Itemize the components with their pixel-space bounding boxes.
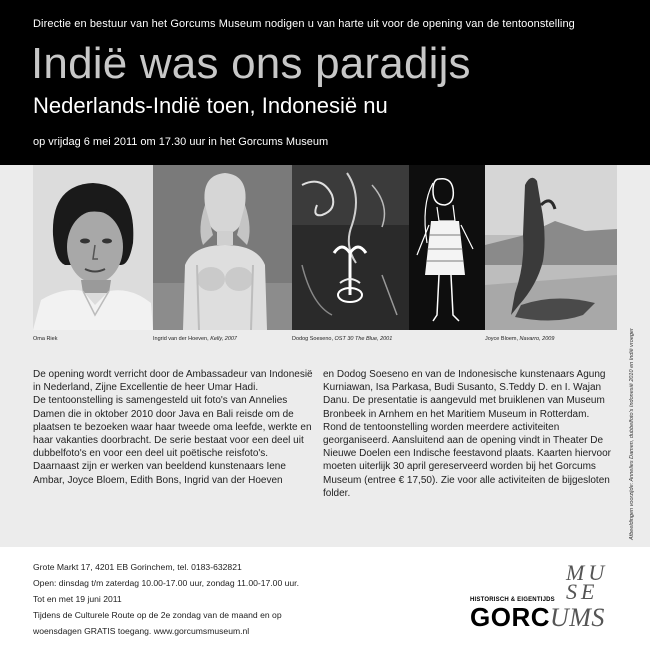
body-paragraph: Daarnaast zijn er werken van beeldend kunstenaars Iene Ambar, Joyce Bloem, Edith Bons, Ingrid van der Hoeven: [33, 461, 286, 486]
header-band: [0, 0, 650, 165]
abstract-painting-photo: [292, 165, 409, 330]
intro-text: Directie en bestuur van het Gorcums Museum nodigen u van harte uit voor de opening van de tentoonstelling: [33, 18, 575, 30]
free-entry-info: woensdagen GRATIS toegang. www.gorcumsmuseum.nl: [33, 626, 250, 636]
opening-date: op vrijdag 6 mei 2011 om 17.30 uur in het Gorcums Museum: [33, 136, 329, 148]
photo-strip: [33, 165, 617, 330]
logo-tagline: HISTORISCH & EIGENTIJDS: [470, 597, 555, 603]
logo-wordmark-a: GORC: [470, 602, 550, 632]
caption-photo-3: [292, 336, 392, 342]
caption-artist: Ingrid van der Hoeven,: [153, 336, 211, 342]
address-line: Grote Markt 17, 4201 EB Gorinchem, tel. 0183-632821: [33, 562, 242, 572]
route-info: Tijdens de Culturele Route op de 2e zondag van de maand en op: [33, 610, 282, 620]
caption-artist: Dodog Soeseno,: [292, 336, 335, 342]
body-paragraph: De opening wordt verricht door de Ambassadeur van Indonesië in Nederland, Zijne Excellentie de heer Umar Hadi.: [33, 369, 313, 394]
caption-photo-2: [153, 336, 237, 342]
exhibition-end: Tot en met 19 juni 2011: [33, 594, 122, 604]
figure-sculpture-photo: [485, 165, 617, 330]
logo-wordmark-b: UMS: [550, 603, 605, 632]
girl-drawing-photo: [409, 165, 485, 330]
logo-line-1: MU: [566, 560, 609, 585]
portrait-photo: [33, 165, 153, 330]
caption-photo-5: [485, 336, 554, 342]
caption-work: Navarro, 2009: [519, 336, 555, 342]
museum-logo: [470, 560, 630, 630]
body-column-right: [323, 368, 613, 500]
body-column-left: [33, 368, 313, 487]
image-credit: Afbeeldingen voorzijde: Annelies Damen, dubbelfoto's Indonesië 2010 en Indië vroeger: [629, 328, 635, 540]
caption-work: OST 30 The Blue, 2001: [334, 336, 393, 342]
body-paragraph: De tentoonstelling is samengesteld uit foto's van Annelies Damen die in oktober 2010 door Java en Bali reisde om de plaatsen te bezoeken waar haar tweede oma leefde, werkte en haar vakanties doorbracht. De serie bestaat voor een deel uit dubbelfoto's en voor een deel uit poëtische reisfoto's.: [33, 395, 312, 460]
caption-artist: Oma Riek: [33, 336, 58, 342]
logo-wordmark: [470, 602, 605, 633]
body-paragraph: en Dodog Soeseno en van de Indonesische kunstenaars Agung Kurniawan, Isa Parkasa, Budi Susanto, S.Teddy D. en I. Wajan Danu. De presentatie is aangevuld met bruiklenen van Museum Bronbeek in Arnhem en het Maritiem Museum in Rotterdam.: [323, 369, 606, 420]
opening-hours: Open: dinsdag t/m zaterdag 10.00-17.00 uur, zondag 11.00-17.00 uur.: [33, 578, 299, 588]
footer-info: [33, 559, 299, 639]
caption-work: Kelly, 2007: [210, 336, 237, 342]
exhibition-title: Indië was ons paradijs: [31, 39, 471, 88]
caption-photo-1: [33, 336, 57, 342]
bust-sculpture-photo: [153, 165, 292, 330]
body-paragraph: Rond de tentoonstelling worden meerdere activiteiten georganiseerd. Aansluitend aan de opening vindt in Theater De Nieuwe Doelen een Indische feestavond plaats. Kaarten hiervoor moeten uiterlijk 30 april gereserveerd worden bij het Gorcums Museum (entree € 17,50). Zie voor alle activiteiten de bijgesloten folder.: [323, 421, 611, 499]
exhibition-subtitle: Nederlands-Indië toen, Indonesië nu: [33, 93, 388, 118]
caption-artist: Joyce Bloem,: [485, 336, 520, 342]
logo-line-2: SE: [566, 579, 599, 604]
